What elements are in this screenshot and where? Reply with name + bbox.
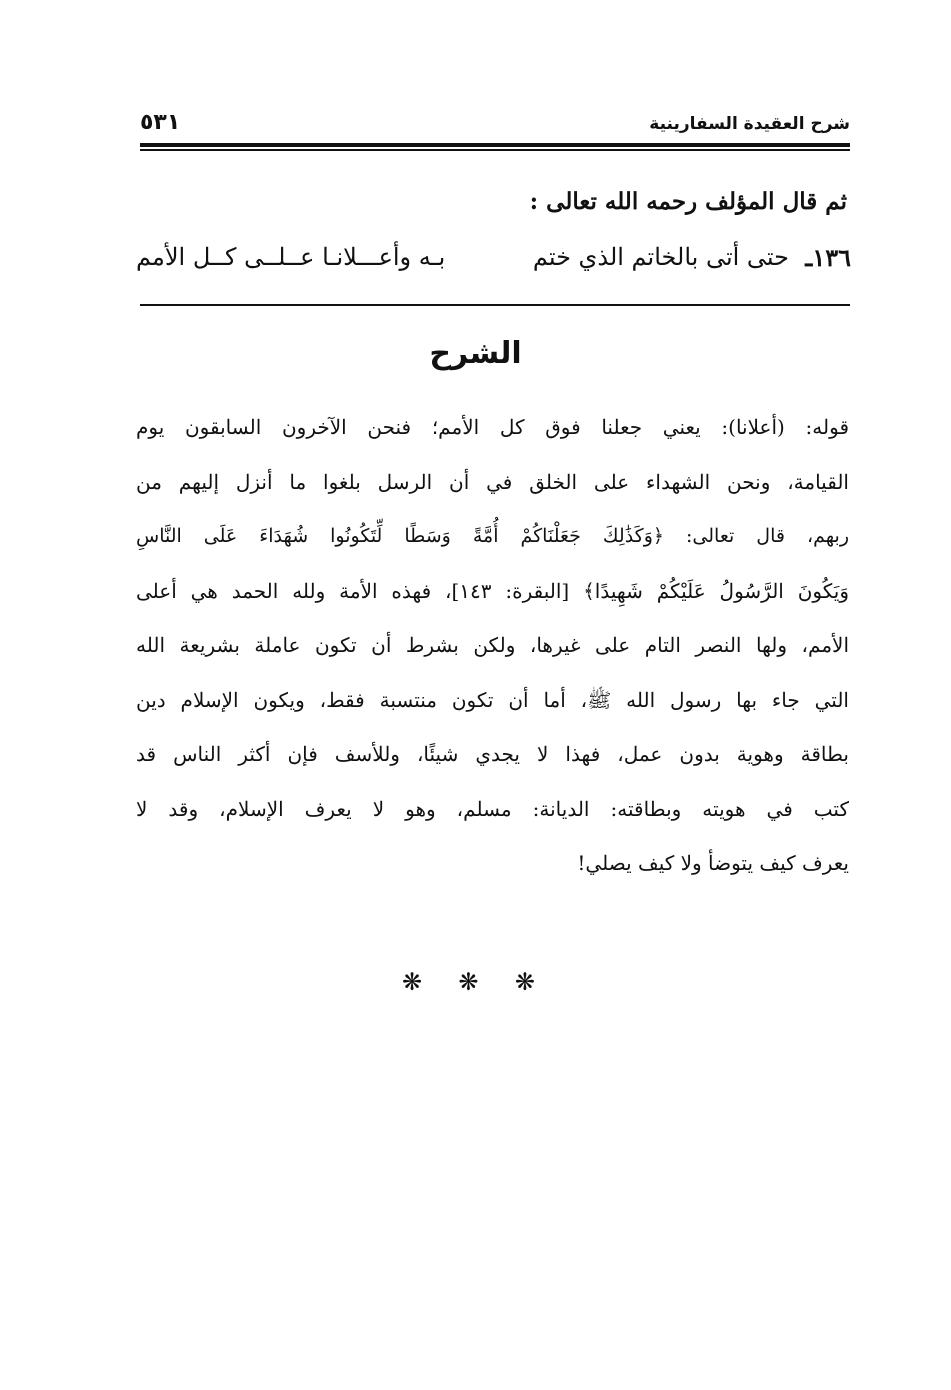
poem-verse: [136, 243, 851, 283]
commentary-line: قوله: (أعلانا): يعني جعلنا فوق كل الأمم؛ فنحن الآخرون السابقون يوم: [136, 415, 849, 439]
commentary-line: ربهم، قال تعالى: ﴿وَكَذَٰلِكَ جَعَلْنَاكُمْ أُمَّةً وَسَطًا لِّتَكُونُوا شُهَدَاءَ عَلَى النَّاسِ: [136, 525, 849, 547]
author-intro: ثم قال المؤلف رحمه الله تعالى :: [529, 188, 847, 215]
verse-rule: [140, 304, 850, 306]
verse-second-hemistich: بـه وأعـــلانـا عــلــى كــل الأمم: [136, 243, 446, 271]
running-header: [140, 112, 850, 142]
commentary-line: القيامة، ونحن الشهداء على الخلق في أن الرسل بلغوا ما أنزل إليهم من: [136, 469, 849, 494]
commentary-line: التي جاء بها رسول الله ﷺ، أما أن تكون منتسبة فقط، ويكون الإسلام دين: [136, 687, 849, 712]
commentary-line: بطاقة وهوية بدون عمل، فهذا لا يجدي شيئًا، وللأسف فإن أكثر الناس قد: [136, 742, 849, 766]
section-separator: ❋ ❋ ❋: [401, 968, 550, 996]
commentary-line: الأمم، ولها النصر التام على غيرها، ولكن بشرط أن تكون عاملة بشريعة الله: [136, 633, 849, 657]
commentary-line: يعرف كيف يتوضأ ولا كيف يصلي!: [577, 851, 849, 875]
commentary-text: [136, 400, 849, 891]
page-number: ٥٣١: [140, 110, 181, 135]
header-rule-thick: [140, 143, 850, 147]
verse-first-hemistich: حتى أتى بالخاتم الذي ختم: [532, 243, 789, 271]
commentary-line: كتب في هويته وبطاقته: الديانة: مسلم، وهو لا يعرف الإسلام، وقد لا: [136, 796, 849, 821]
commentary-line: وَيَكُونَ الرَّسُولُ عَلَيْكُمْ شَهِيدًا﴾ [البقرة: ١٤٣]، فهذه الأمة ولله الحمد هي أعلى: [136, 578, 849, 603]
section-heading: الشرح: [429, 336, 522, 371]
book-title: شرح العقيدة السفارينية: [649, 114, 850, 134]
verse-number: ١٣٦ـ: [805, 243, 851, 272]
header-rule-thin: [140, 149, 850, 151]
